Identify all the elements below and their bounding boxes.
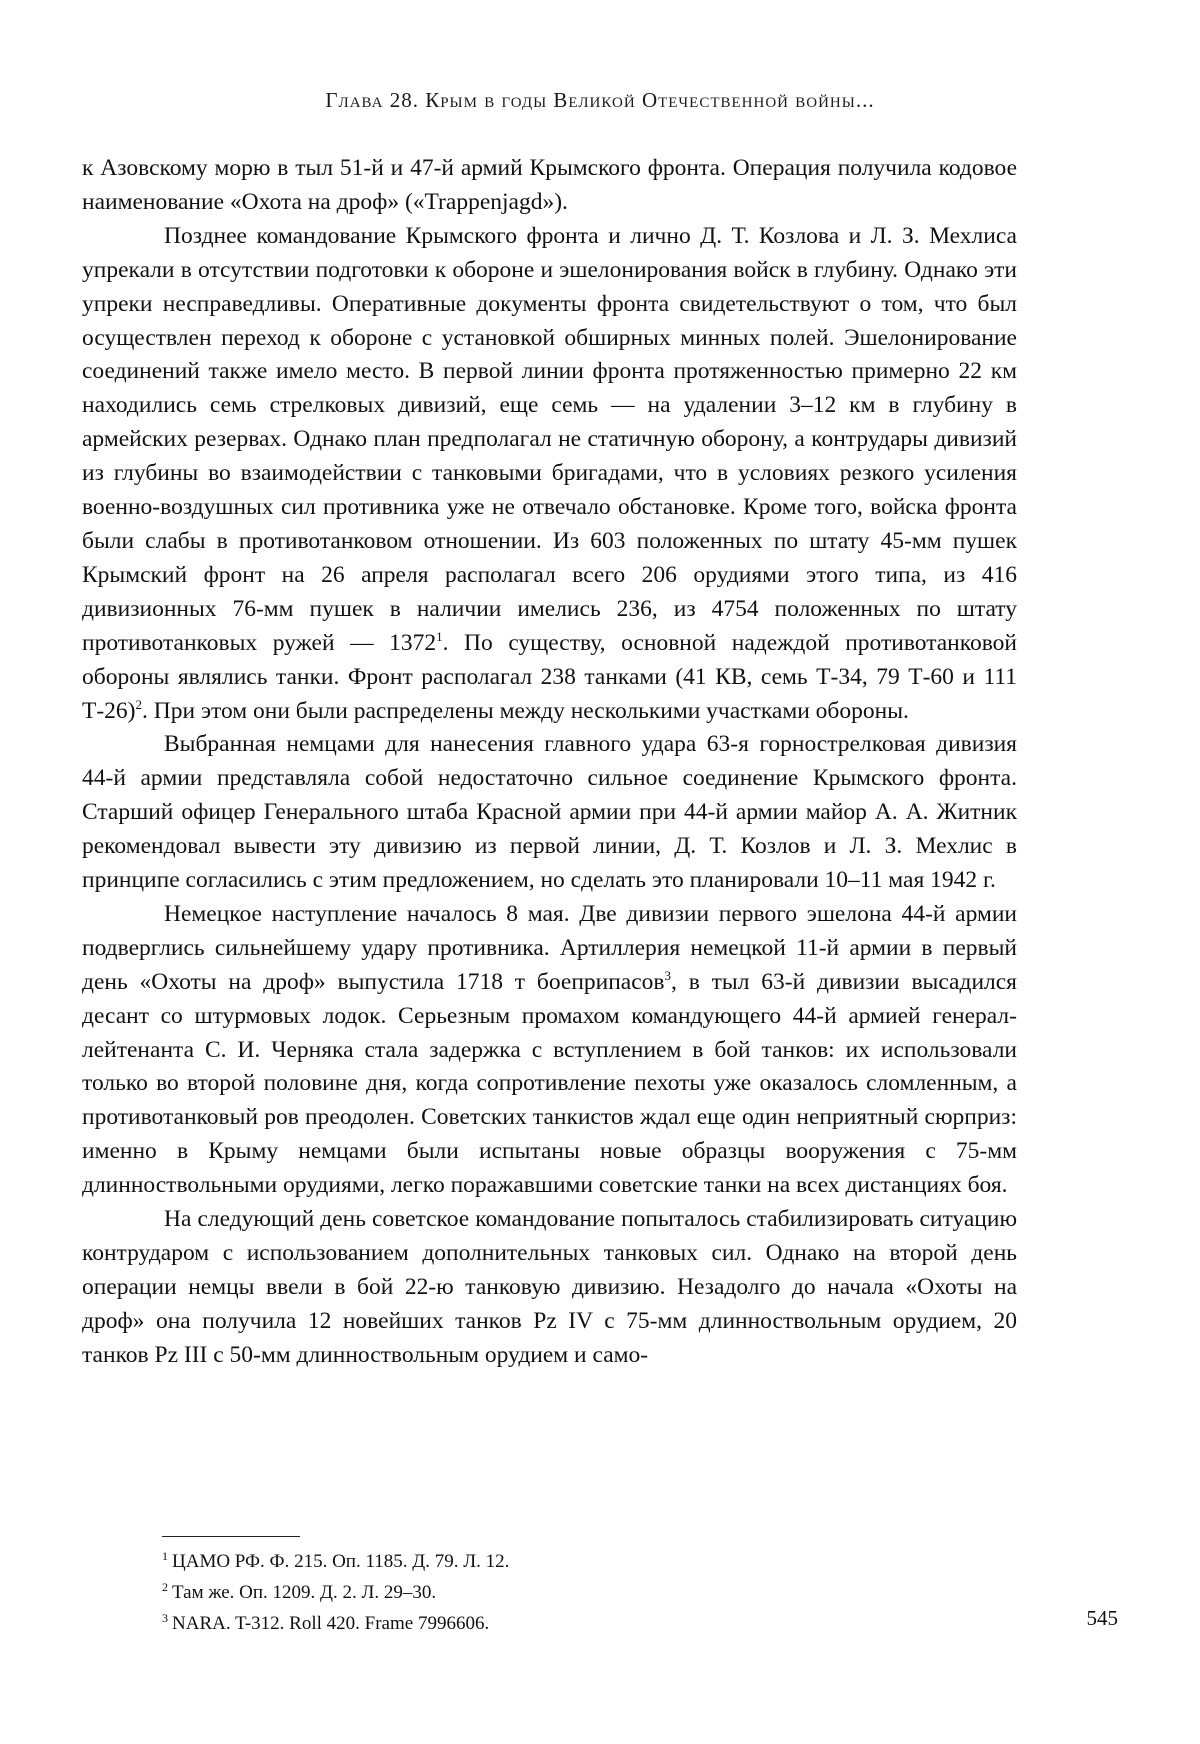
footnote-text-2: Там же. Оп. 1209. Д. 2. Л. 29–30. xyxy=(172,1582,437,1603)
footnote-1 xyxy=(162,1546,862,1577)
footnotes xyxy=(162,1546,862,1639)
page-number: 545 xyxy=(1086,1606,1118,1630)
footnote-ref-1[interactable]: 1 xyxy=(436,628,443,644)
footnote-ref-2[interactable]: 2 xyxy=(135,696,143,712)
footnote-2 xyxy=(162,1577,862,1608)
body-text xyxy=(82,152,1017,1373)
running-header: Глава 28. Крым в годы Великой Отечественной войны... xyxy=(325,88,875,112)
paragraph-2-part-b: . По существу, основной надеждой противотанковой обороны являлись танки. Фронт располагал 238 танками (41 КВ, семь Т-34, 79 Т-60 и 111 Т-26) xyxy=(82,629,1017,724)
paragraph-2-part-c: . При этом они были распределены между несколькими участками обороны. xyxy=(142,697,909,724)
paragraph-3: Выбранная немцами для нанесения главного удара 63-я горнострелковая дивизия 44-й армии представляла собой недостаточно сильное соединение Крымского фронта. Старший офицер Генерального штаба Красной армии при 44-й армии майор А. А. Житник рекомендовал вывести эту дивизию из первой линии, Д. Т. Козлов и Л. З. Мехлис в принципе согласились с этим предложением, но сделать это планировали 10–11 мая 1942 г. xyxy=(82,731,1017,894)
footnote-divider xyxy=(162,1536,300,1537)
footnote-mark-1: 1 xyxy=(162,1548,168,1563)
paragraph-4 xyxy=(82,898,1017,1203)
paragraph-4-part-a: Немецкое наступление началось 8 мая. Две дивизии первого эшелона 44-й армии подверглись сильнейшему удару противника. Артиллерия немецкой 11-й армии в первый день «Охоты на дроф» выпустила 1718 т боеприпасов xyxy=(82,900,1017,995)
footnote-mark-3: 3 xyxy=(162,1610,168,1625)
paragraph-2-part-a: Позднее командование Крымского фронта и лично Д. Т. Козлова и Л. З. Мехлиса упрекали в отсутствии подготовки к обороне и эшелонирования войск в глубину. Однако эти упреки несправедливы. Оперативные документы фронта свидетельствуют о том, что был осуществлен переход к обороне с установкой обширных минных полей. Эшелонирование соединений также имело место. В первой линии фронта протяженностью примерно 22 км находились семь стрелковых дивизий, еще семь — на удалении 3–12 км в глубину в армейских резервах. Однако план предполагал не статичную оборону, а контрудары дивизий из глубины во взаимодействии с танковыми бригадами, что в условиях резкого усиления военно-воздушных сил противника уже не отвечало обстановке. Кроме того, войска фронта были слабы в противотанковом отношении. Из 603 положенных по штату 45-мм пушек Крымский фронт на 26 апреля располагал всего 206 орудиями этого типа, из 416 дивизионных 76-мм пушек в наличии имелись 236, из 4754 положенных по штату противотанковых ружей — 1372 xyxy=(82,222,1017,656)
paragraph-5: На следующий день советское командование попыталось стабилизировать ситуацию контрударом с использованием дополнительных танковых сил. Однако на второй день операции немцы ввели в бой 22-ю танковую дивизию. Незадолго до начала «Охоты на дроф» она получила 12 новейших танков Pz IV с 75-мм длинноствольным орудием, 20 танков Pz III с 50-мм длинноствольным орудием и само- xyxy=(82,1206,1017,1368)
paragraph-1: к Азовскому морю в тыл 51-й и 47-й армий Крымского фронта. Операция получила кодовое наименование «Охота на дроф» («Trappenjagd»). xyxy=(82,155,1017,215)
footnote-3 xyxy=(162,1608,862,1639)
footnote-ref-3[interactable]: 3 xyxy=(664,967,672,983)
footnote-text-3: NARA. T-312. Roll 420. Frame 7996606. xyxy=(172,1613,490,1634)
paragraph-4-part-b: , в тыл 63-й дивизии высадился десант со штурмовых лодок. Серьезным промахом командующего 44-й армией генерал-лейтенанта С. И. Черняка стала задержка с вступлением в бой танков: их использовали только во второй половине дня, когда сопротивление пехоты уже оказалось сломленным, а противотанковый ров преодолен. Советских танкистов ждал еще один неприятный сюрприз: именно в Крыму немцами были испытаны новые образцы вооружения с 75-мм длинноствольными орудиями, легко поражавшими советские танки на всех дистанциях боя. xyxy=(82,968,1017,1199)
footnote-text-1: ЦАМО РФ. Ф. 215. Оп. 1185. Д. 79. Л. 12. xyxy=(172,1551,510,1572)
paragraph-2 xyxy=(82,220,1017,729)
footnote-mark-2: 2 xyxy=(162,1579,168,1594)
